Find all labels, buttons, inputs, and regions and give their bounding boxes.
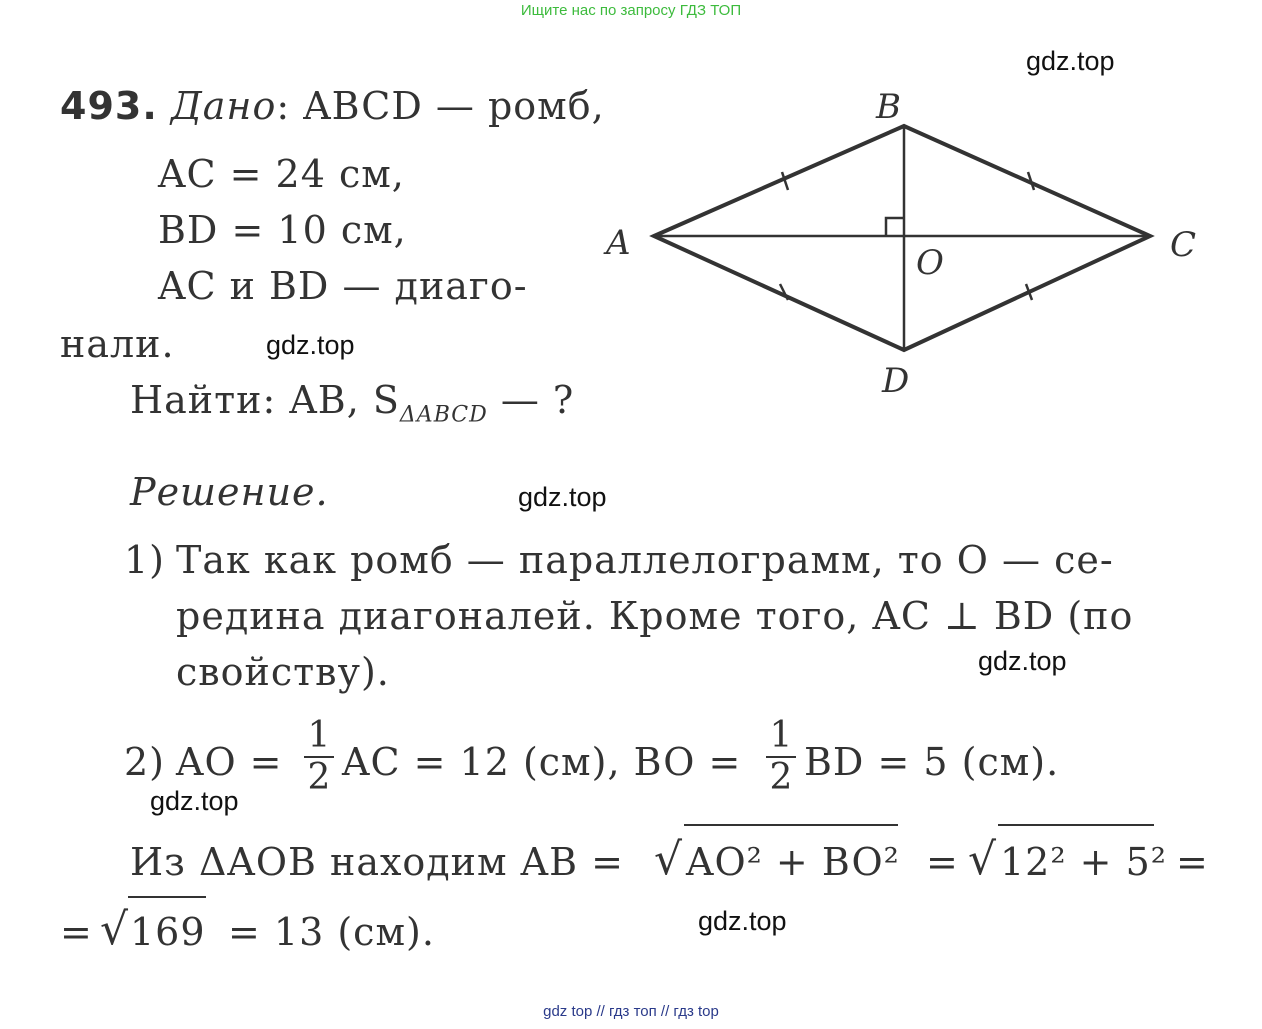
step2-number: 2) — [124, 740, 166, 784]
radicand-169: 169 — [130, 910, 206, 954]
vertex-d-label: D — [882, 361, 910, 401]
center-o-label: O — [916, 243, 944, 283]
footer-links: gdz top // гдз топ // гдз top — [543, 1003, 719, 1020]
equals-sign: = — [1176, 840, 1209, 884]
sqrt-sign: √ — [100, 904, 130, 955]
sqrt-sign: √ — [654, 834, 684, 885]
given-line — [60, 84, 605, 128]
radical-bar — [998, 824, 1154, 826]
equals-sign: = — [926, 840, 959, 884]
fraction-numerator: 1 — [769, 715, 793, 756]
equals-sign: = — [60, 910, 93, 954]
fraction-denominator: 2 — [769, 757, 793, 798]
watermark: gdz.top — [978, 646, 1067, 676]
rhombus-diagram — [600, 88, 1210, 408]
right-angle-mark — [886, 218, 904, 236]
watermark: gdz.top — [266, 330, 355, 360]
watermark: gdz.top — [698, 906, 787, 936]
find-subscript: ΔABCD — [399, 402, 488, 428]
step3-text: Из ΔAOB находим AB = — [130, 840, 624, 884]
radicand-1: AO² + BO² — [686, 840, 900, 884]
watermark: gdz.top — [1026, 46, 1115, 76]
fraction-half-2 — [766, 715, 796, 798]
fraction-numerator: 1 — [307, 715, 331, 756]
step1-line3: свойству). — [176, 650, 390, 694]
result-ab: = 13 (см). — [228, 910, 435, 954]
given-diagonals-cont: нали. — [60, 322, 175, 366]
vertex-a-label: A — [606, 223, 631, 263]
find-end: — ? — [487, 378, 575, 422]
given-ac: AC = 24 см, — [158, 152, 405, 196]
find-line — [130, 378, 574, 428]
watermark: gdz.top — [518, 482, 607, 512]
rhombus-outline — [654, 126, 1150, 350]
solution-title: Решение. — [130, 470, 329, 514]
radical-bar — [128, 896, 206, 898]
given-label: Дано — [170, 84, 277, 128]
step1-number: 1) — [124, 538, 166, 582]
vertex-c-label: C — [1170, 225, 1197, 265]
top-banner: Ищите нас по запросу ГДЗ ТОП — [520, 2, 742, 19]
find-label: Найти: AB, S — [130, 378, 400, 422]
fraction-denominator: 2 — [307, 757, 331, 798]
given-bd: BD = 10 см, — [158, 208, 407, 252]
sqrt-sign: √ — [968, 834, 998, 885]
step1-line1: Так как ромб — параллелограмм, то O — се- — [176, 538, 1114, 582]
problem-number: 493. — [60, 84, 158, 128]
step2-ac: AC = 12 (см), BO = — [342, 740, 742, 784]
step1-line2: редина диагоналей. Кроме того, AC ⊥ BD (по — [176, 594, 1134, 638]
radicand-2: 12² + 5² — [1000, 840, 1167, 884]
fraction-half-1 — [304, 715, 334, 798]
step2-ao: AO = — [176, 740, 283, 784]
given-text: : ABCD — ромб, — [276, 84, 605, 128]
given-diagonals: AC и BD — диаго- — [158, 264, 528, 308]
step2-bd: BD = 5 (см). — [804, 740, 1060, 784]
radical-bar — [684, 824, 898, 826]
watermark: gdz.top — [150, 786, 239, 816]
vertex-b-label: B — [876, 88, 901, 127]
